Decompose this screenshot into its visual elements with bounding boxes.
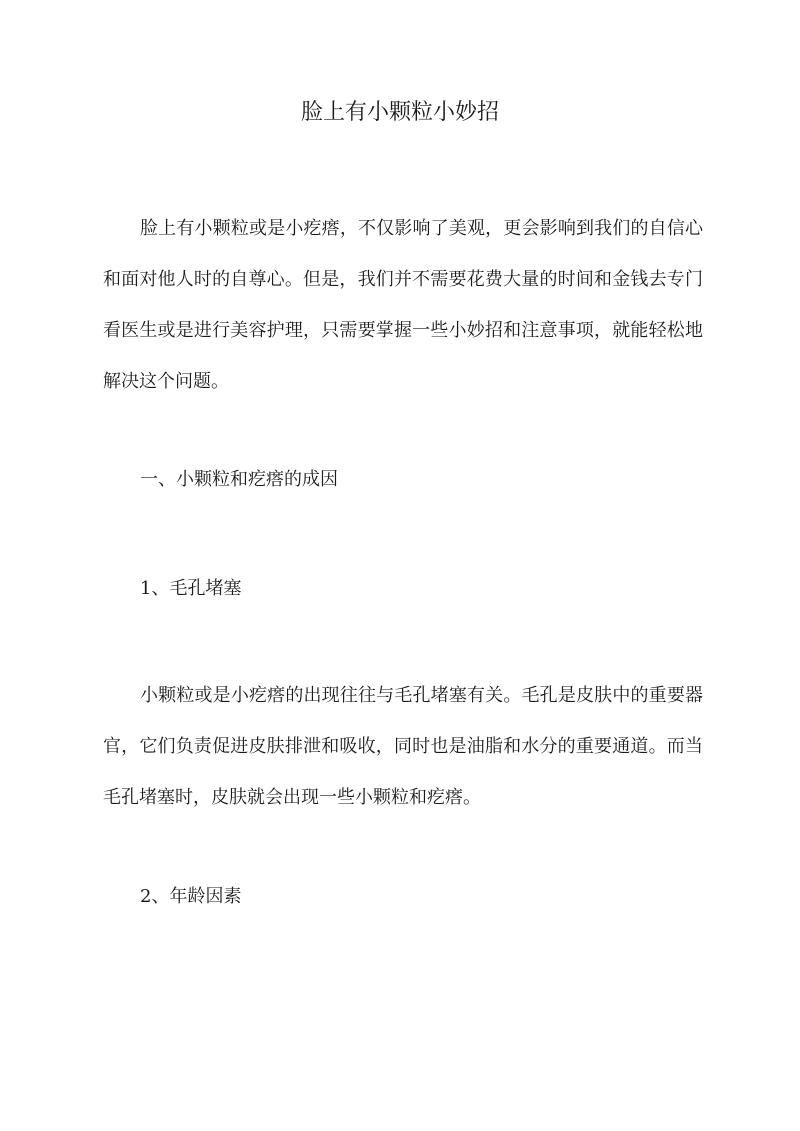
subheading-age-factor: 2、年龄因素 (140, 886, 242, 907)
subheading-clogged-pores: 1、毛孔堵塞 (140, 578, 242, 599)
clogged-pores-paragraph: 小颗粒或是小疙瘩的出现往往与毛孔堵塞有关。毛孔是皮肤中的重要器官，它们负责促进皮肤排泄和吸收，同时也是油脂和水分的重要通道。而当毛孔堵塞时，皮肤就会出现一些小颗粒和疙瘩。 (103, 685, 703, 808)
section-heading-causes: 一、小颗粒和疙瘩的成因 (140, 469, 338, 490)
intro-paragraph: 脸上有小颗粒或是小疙瘩，不仅影响了美观，更会影响到我们的自信心和面对他人时的自尊心。但是，我们并不需要花费大量的时间和金钱去专门看医生或是进行美容护理，只需要掌握一些小妙招和注意事项，就能轻松地解决这个问题。 (103, 218, 703, 392)
document-title: 脸上有小颗粒小妙招 (300, 100, 499, 125)
